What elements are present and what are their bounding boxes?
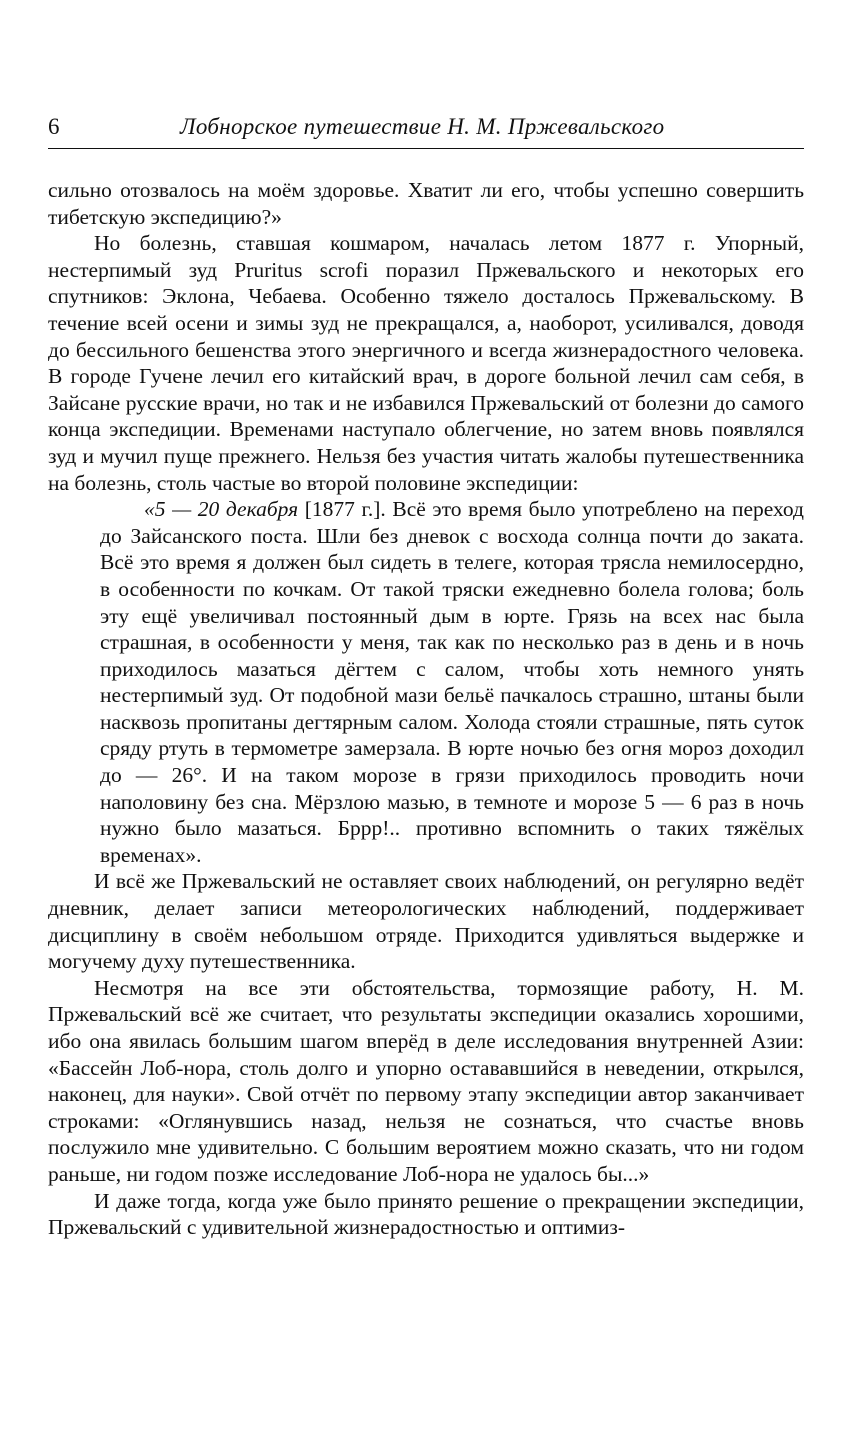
paragraph-continuation: сильно отозвалось на моём здоровье. Хватит ли его, чтобы успешно совершить тибетскую экспедицию?»	[48, 178, 804, 229]
running-title: Лобнорское путешествие Н. М. Пржевальского	[180, 114, 665, 139]
book-page	[48, 112, 804, 1241]
paragraph-observations: И всё же Пржевальский не оставляет своих наблюдений, он регулярно ведёт дневник, делает записи метеорологических наблюдений, поддерживает дисциплину в своём небольшом отряде. Приходится удивляться выдержке и могучему духу путешественника.	[48, 869, 804, 974]
paragraph-conclusion: И даже тогда, когда уже было принято решение о прекращении экспедиции, Пржевальский с удивительной жизнерадостностью и оптимиз-	[48, 1188, 804, 1240]
paragraph-results: Несмотря на все эти обстоятельства, тормозящие работу, Н. М. Пржевальский всё же считает, что результаты экспедиции оказались хорошими, ибо она явилась большим шагом вперёд в деле исследования внутренней Азии: «Бассейн Лоб-нора, столь долго и упорно остававшийся в неведении, открылся, наконец, для науки». Свой отчёт по первому этапу экспедиции автор заканчивает строками: «Оглянувшись назад, нельзя не сознаться, что счастье вновь послужило мне удивительно. С большим вероятием можно сказать, что ни годом раньше, ни годом позже исследование Лоб-нора не удалось бы...»	[48, 975, 804, 1186]
paragraph-illness: Но болезнь, ставшая кошмаром, началась летом 1877 г. Упорный, нестерпимый зуд Pruritus scrofi поразил Пржевальского и некоторых его спутников: Эклона, Чебаева. Особенно тяжело досталось Пржевальскому. В течение всей осени и зимы зуд не прекращался, а, наоборот, усиливался, доводя до бессильного бешенства этого энергичного и всегда жизнерадостного человека. В городе Гучене лечил его китайский врач, в дороге больной лечил сам себя, в Зайсане русские врачи, но так и не избавился Пржевальский от болезни до самого конца экспедиции. Временами наступало облегчение, но затем вновь появлялся зуд и мучил пуще прежнего. Нельзя без участия читать жалобы путешественника на болезнь, столь частые во второй половине экспедиции:	[48, 231, 804, 495]
diary-quote-text: [1877 г.]. Всё это время было употреблено на переход до Зайсанского поста. Шли без дневок с восхода солнца почти до заката. Всё это время я должен был сидеть в телеге, которая трясла немилосердно, в особенности по кочкам. От такой тряски ежедневно болела голова; боль эту ещё увеличивал постоянный дым в юрте. Грязь на всех нас была страшная, в особенности у меня, так как по несколько раз в день и в ночь приходилось мазаться дёгтем с салом, чтобы хоть немного унять нестерпимый зуд. От подобной мази бельё пачкалось страшно, штаны были насквозь пропитаны дегтярным салом. Холода стояли страшные, пять суток сряду ртуть в термометре замерзала. В юрте ночью без огня мороз доходил до — 26°. И на таком морозе в грязи приходилось проводить ночи наполовину без сна. Мёрзлою мазью, в темноте и морозе 5 — 6 раз в ночь нужно было мазаться. Бррр!.. противно вспомнить о таких тяжёлых временах».	[100, 497, 805, 867]
diary-quote-date: «5 — 20 декабря	[144, 497, 299, 522]
diary-quote	[100, 496, 804, 868]
body-text	[48, 177, 804, 1241]
page-header	[48, 112, 804, 149]
page-number: 6	[48, 114, 60, 139]
